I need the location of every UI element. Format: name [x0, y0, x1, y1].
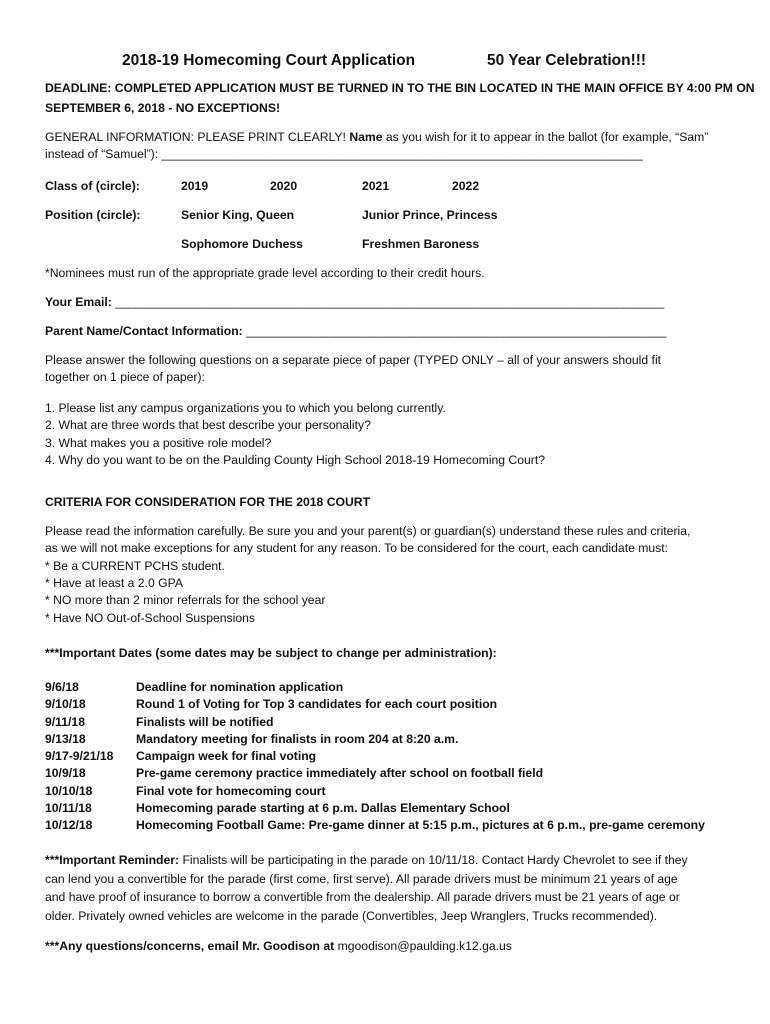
- instructions-line-2: together on 1 piece of paper):: [45, 370, 205, 385]
- parent-label: Parent Name/Contact Information:: [45, 324, 247, 338]
- email-blank[interactable]: _________________________________________________________________________________: [115, 295, 665, 309]
- page-title: 2018-19 Homecoming Court Application: [122, 52, 416, 69]
- class-option-2020[interactable]: 2020: [270, 179, 298, 193]
- date-row: [45, 800, 745, 817]
- date-description: Deadline for nomination application: [136, 680, 344, 694]
- date-description: Homecoming parade starting at 6 p.m. Dallas Elementary School: [136, 801, 510, 816]
- position-option-sophomore[interactable]: Sophomore Duchess: [181, 237, 303, 251]
- criteria-line-2: as we will not make exceptions for any student for any reason. To be considered for the court, each candidate must:: [45, 541, 669, 556]
- date-description: Campaign week for final voting: [136, 749, 317, 764]
- questions-list: [45, 400, 735, 469]
- question-item: 1. Please list any campus organizations you to which you belong currently.: [45, 401, 446, 415]
- date-value: 9/17-9/21/18: [45, 749, 114, 764]
- title-row: [0, 50, 770, 72]
- instructions: [45, 352, 735, 387]
- date-description: Homecoming Football Game: Pre-game dinner at 5:15 p.m., pictures at 6 p.m., pre-game ceremony: [136, 818, 705, 833]
- reminder-label: ***Important Reminder:: [45, 853, 180, 867]
- email-label: Your Email:: [45, 295, 116, 309]
- general-info-suffix: as you wish for it to appear in the ballot (for example, “Sam”: [382, 130, 709, 144]
- criteria-item: * NO more than 2 minor referrals for the school year: [45, 593, 326, 608]
- parent-blank[interactable]: ______________________________________________________________: [246, 324, 667, 338]
- position-option-freshmen[interactable]: Freshmen Baroness: [362, 237, 480, 251]
- contact-line: [45, 938, 735, 955]
- date-row: [45, 714, 745, 731]
- name-label: Name: [349, 130, 383, 144]
- date-value: 9/10/18: [45, 697, 86, 712]
- class-option-2022[interactable]: 2022: [452, 179, 480, 193]
- date-row: [45, 731, 745, 748]
- class-label: Class of (circle):: [45, 179, 140, 193]
- important-reminder: [45, 851, 735, 925]
- criteria-item: * Have at least a 2.0 GPA: [45, 575, 183, 590]
- class-option-2021[interactable]: 2021: [362, 179, 390, 193]
- date-row: [45, 748, 745, 765]
- date-row: [45, 783, 745, 800]
- date-description: Round 1 of Voting for Top 3 candidates for each court position: [136, 697, 498, 712]
- date-row: [45, 817, 745, 834]
- criteria-item: * Have NO Out-of-School Suspensions: [45, 610, 255, 625]
- important-dates-list: [45, 679, 745, 835]
- date-value: 9/11/18: [45, 714, 85, 729]
- position-label: Position (circle):: [45, 208, 141, 222]
- date-row: [45, 679, 745, 696]
- general-information: [45, 129, 735, 164]
- reminder-line-1: Finalists will be participating in the parade on 10/11/18. Contact Hardy Chevrolet to see if they: [179, 853, 688, 867]
- date-value: 10/12/18: [45, 818, 93, 833]
- criteria-heading: CRITERIA FOR CONSIDERATION FOR THE 2018 COURT: [45, 495, 371, 509]
- criteria-body: [45, 523, 735, 627]
- celebration-title: 50 Year Celebration!!!: [487, 52, 647, 69]
- date-value: 10/11/18: [45, 801, 92, 816]
- date-value: 9/13/18: [45, 731, 86, 746]
- question-item: 4. Why do you want to be on the Paulding County High School 2018-19 Homecoming Court?: [45, 452, 545, 467]
- reminder-line-3: and have proof of insurance to borrow a convertible from the dealership. All parade drivers must be 21 years of age or: [45, 890, 680, 905]
- date-description: Mandatory meeting for finalists in room 204 at 8:20 a.m.: [136, 731, 459, 746]
- parent-row: [45, 323, 735, 340]
- question-item: 3. What makes you a positive role model?: [45, 435, 272, 450]
- date-value: 9/6/18: [45, 680, 79, 694]
- class-option-2019[interactable]: 2019: [181, 179, 209, 193]
- date-value: 10/9/18: [45, 766, 86, 781]
- position-option-senior[interactable]: Senior King, Queen: [181, 208, 295, 222]
- reminder-line-4: older. Privately owned vehicles are welcome in the parade (Convertibles, Jeep Wranglers, Trucks recommended).: [45, 908, 658, 923]
- deadline-notice: [45, 80, 755, 118]
- deadline-line-1: DEADLINE: COMPLETED APPLICATION MUST BE TURNED IN TO THE BIN LOCATED IN THE MAIN OFFICE BY 4:00 PM ON: [45, 81, 755, 95]
- position-option-junior[interactable]: Junior Prince, Princess: [362, 208, 498, 222]
- nominees-note: *Nominees must run of the appropriate grade level according to their credit hours.: [45, 266, 485, 280]
- contact-email-link[interactable]: mgoodison@paulding.k12.ga.us: [337, 939, 512, 953]
- deadline-line-2: SEPTEMBER 6, 2018 - NO EXCEPTIONS!: [45, 101, 281, 116]
- criteria-item: * Be a CURRENT PCHS student.: [45, 558, 225, 573]
- reminder-line-2: can lend you a convertible for the parade (first come, first serve). All parade drivers must be minimum 21 years of age: [45, 871, 678, 886]
- instructions-line-1: Please answer the following questions on a separate piece of paper (TYPED ONLY – all of your answers should fit: [45, 353, 662, 367]
- name-blank-line[interactable]: instead of “Samuel”): _______________________________________________________________________: [45, 147, 643, 162]
- general-info-prefix: GENERAL INFORMATION: PLEASE PRINT CLEARLY!: [45, 130, 350, 144]
- date-row: [45, 696, 745, 713]
- criteria-line-1: Please read the information carefully. Be sure you and your parent(s) or guardian(s) understand these rules and criteria,: [45, 524, 691, 538]
- date-description: Finalists will be notified: [136, 714, 274, 729]
- date-description: Final vote for homecoming court: [136, 783, 326, 798]
- dates-heading: ***Important Dates (some dates may be subject to change per administration):: [45, 646, 497, 660]
- question-item: 2. What are three words that best describe your personality?: [45, 418, 371, 433]
- date-row: [45, 765, 745, 782]
- date-value: 10/10/18: [45, 783, 93, 798]
- date-description: Pre-game ceremony practice immediately after school on football field: [136, 766, 544, 781]
- email-row: [45, 294, 735, 311]
- contact-label: ***Any questions/concerns, email Mr. Goodison at: [45, 939, 338, 953]
